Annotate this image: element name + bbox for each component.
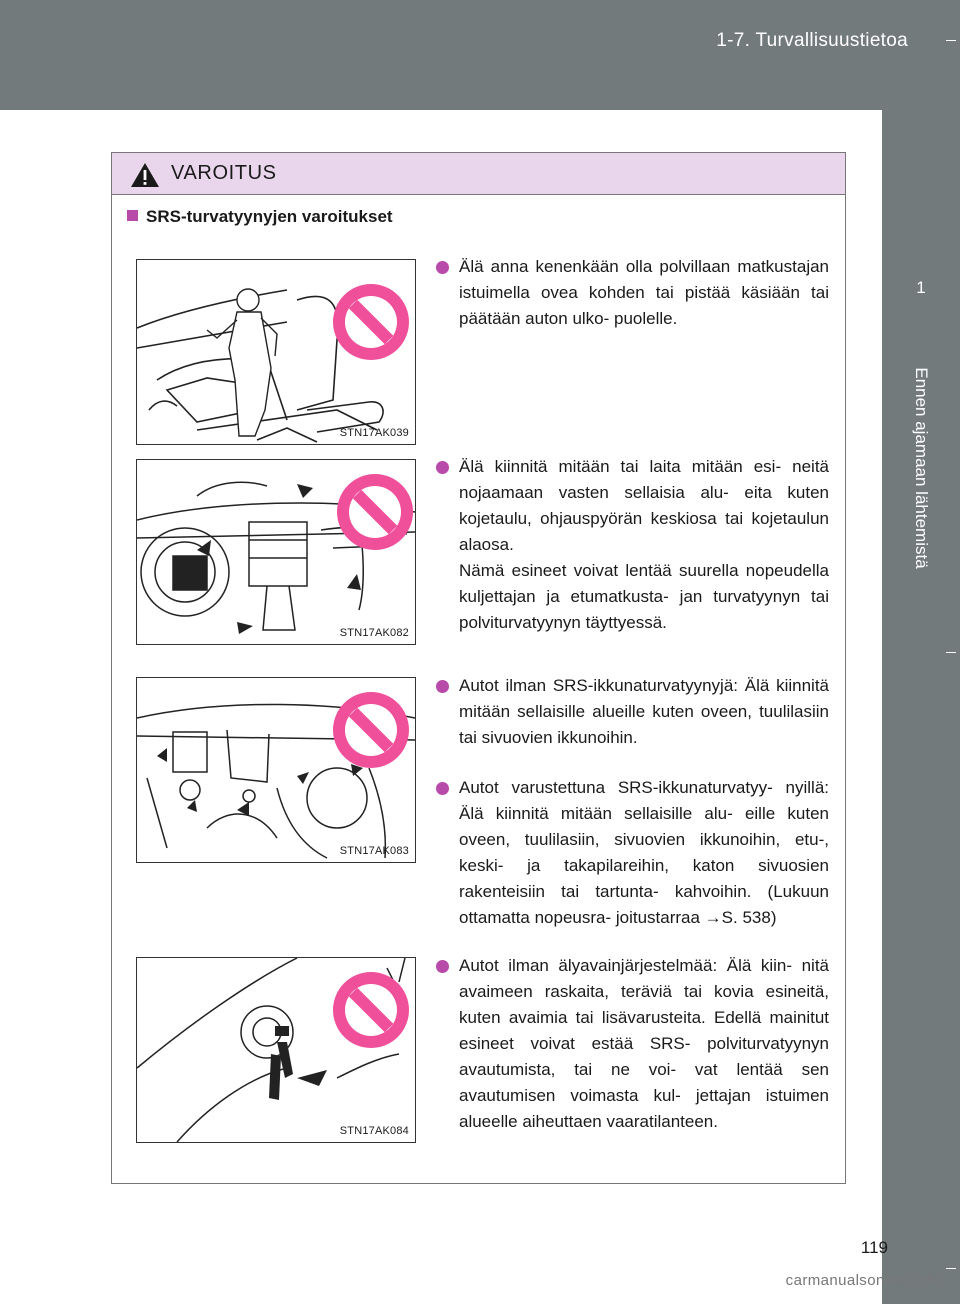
round-bullet-icon bbox=[436, 960, 449, 973]
square-bullet-icon bbox=[127, 210, 138, 221]
warning-item bbox=[436, 775, 829, 931]
page-number: 119 bbox=[860, 1238, 888, 1257]
warning-item-note: Nämä esineet voivat lentää suurella nopeudella kuljettajan ja etumatkusta- jan turvatyynyn tai polviturvatyynyn täyttyessä. bbox=[459, 561, 829, 632]
warning-box bbox=[111, 152, 846, 1184]
warning-item bbox=[436, 454, 829, 636]
car-cabin-drawing bbox=[137, 678, 415, 862]
warning-item bbox=[436, 254, 829, 332]
illustration-code: STN17AK039 bbox=[339, 427, 409, 439]
margin-tick bbox=[946, 40, 956, 41]
warning-subheading bbox=[127, 207, 393, 227]
warning-header bbox=[112, 153, 845, 195]
warning-triangle-icon bbox=[130, 162, 160, 188]
dashboard-drawing bbox=[137, 460, 415, 644]
illustration-window-objects bbox=[136, 677, 416, 863]
round-bullet-icon bbox=[436, 680, 449, 693]
chapter-number-box bbox=[882, 110, 960, 338]
margin-tick bbox=[946, 652, 956, 653]
illustration-kneeling-passenger bbox=[136, 259, 416, 445]
round-bullet-icon bbox=[436, 461, 449, 474]
warning-item-text: Autot ilman SRS-ikkunaturvatyynyjä: Älä kiinnitä mitään sellaisille alueille kuten oveen, tuulilasiin tai sivuovien ikkunoihin. bbox=[459, 676, 829, 747]
header-band bbox=[0, 0, 960, 110]
chapter-title: Ennen ajamaan lähtemistä bbox=[912, 367, 931, 569]
round-bullet-icon bbox=[436, 261, 449, 274]
chapter-number: 1 bbox=[916, 278, 926, 297]
round-bullet-icon bbox=[436, 782, 449, 795]
illustration-code: STN17AK084 bbox=[339, 1125, 409, 1137]
warning-item-text: Autot ilman älyavainjärjestelmää: Älä kiin- nitä avaimeen raskaita, teräviä tai kovia esineitä, kuten avaimia tai lisävarusteita. Edellä mainitut esineet voivat estää SRS- polviturvatyynyn avautumista, tai ne voi- vat lentää sen avautumisen voimasta kul- jettajan istuimen alueelle aiheuttaen vaaratilanteen. bbox=[459, 956, 829, 1131]
warning-item bbox=[436, 673, 829, 751]
warning-title: VAROITUS bbox=[171, 162, 277, 184]
section-title: 1-7. Turvallisuustietoa bbox=[716, 30, 908, 51]
warning-item bbox=[436, 953, 829, 1135]
illustration-dashboard-objects bbox=[136, 459, 416, 645]
car-interior-drawing bbox=[137, 260, 415, 444]
illustration-code: STN17AK082 bbox=[339, 627, 409, 639]
warning-item-text: Älä anna kenenkään olla polvillaan matkustajan istuimella ovea kohden tai pistää käsiään tai päätään auton ulko- puolelle. bbox=[459, 257, 829, 328]
warning-item-text: Älä kiinnitä mitään tai laita mitään esi- neitä nojaamaan vasten sellaisia alu- eita kuten kojetaulu, ohjauspyörän keskiosa tai kojetaulun alaosa. bbox=[459, 457, 829, 554]
warning-item-text: Autot varustettuna SRS-ikkunaturvatyy- nyillä: Älä kiinnitä mitään sellaisille alu- eille kuten oveen, tuulilasiin, sivuovien ikkunoihin, etu-, keski- ja takapilareihin, katon sivuosien rakenteisiin tai tartunta- kahvoihin. (Lukuun ottamatta nopeusra- joitustarraa →S. 538) bbox=[459, 778, 829, 927]
watermark: carmanualsonline.info bbox=[785, 1272, 940, 1289]
illustration-key-objects bbox=[136, 957, 416, 1143]
illustration-code: STN17AK083 bbox=[339, 845, 409, 857]
ignition-drawing bbox=[137, 958, 415, 1142]
margin-tick bbox=[946, 1268, 956, 1269]
chapter-side-tab[interactable] bbox=[882, 110, 960, 1304]
subheading-text: SRS-turvatyynyjen varoitukset bbox=[146, 207, 393, 226]
